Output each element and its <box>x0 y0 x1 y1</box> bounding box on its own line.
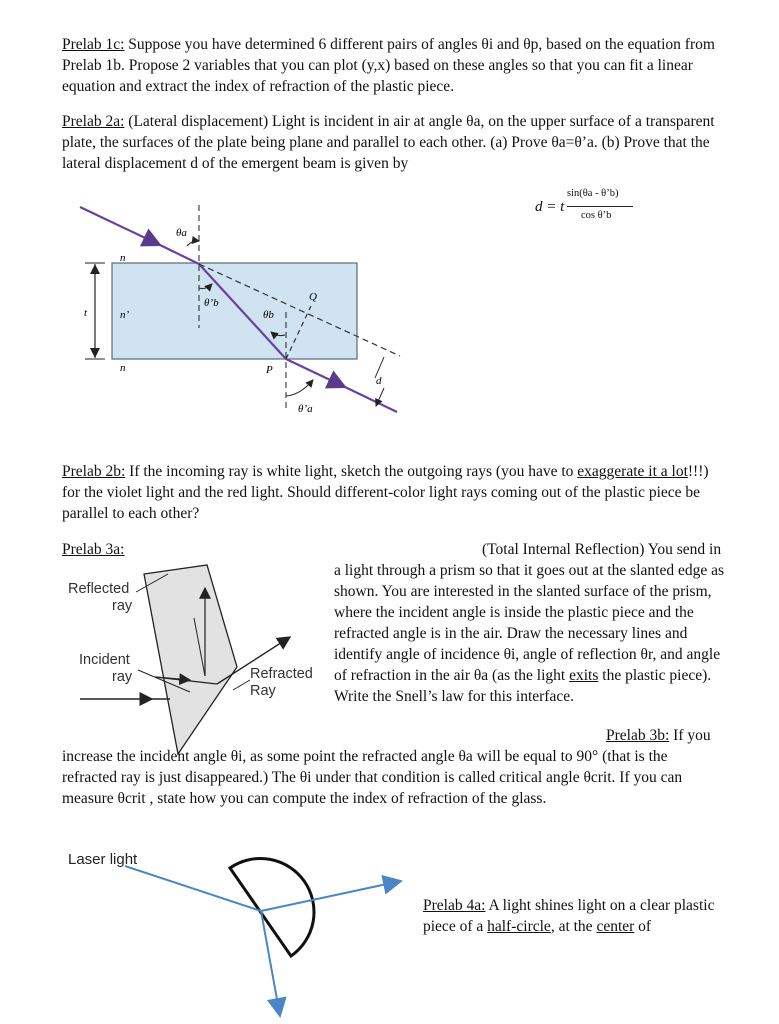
n-mid-label: n’ <box>120 309 130 321</box>
n-top-label: n <box>120 252 126 264</box>
t-label: t <box>84 307 88 319</box>
prelab-4a-text-mid: , at the <box>550 918 593 935</box>
n-bot-label: n <box>120 362 126 374</box>
prelab-2a-text: (Lateral displacement) Light is incident in air at angle θa, on the upper surface of a transparent plate, the surfaces of the plate being plane and parallel to each other. (a) Prove θa=θ’a. (b) Prove that the lateral displacement d of the emergent beam is given by <box>62 113 715 172</box>
prelab-2b-text-after: !!!) for the violet light and the red light. Should different-color light rays coming out of the plastic piece be parallel to each other? <box>62 463 709 522</box>
formula-numerator: sin(θa - θ’b) <box>567 188 619 199</box>
point-p-label: P <box>266 364 273 376</box>
prelab-3a-label: Prelab 3a: <box>62 541 125 558</box>
theta-b-label: θb <box>263 309 274 321</box>
laser-light-label: Laser light <box>68 851 138 868</box>
prelab-3a-exits: exits <box>569 667 599 684</box>
half-circle-piece <box>230 858 314 956</box>
prelab-3a-text-2: the plastic piece). Write the Snell’s law for this interface. <box>334 667 712 705</box>
d-label: d <box>376 375 382 387</box>
refracted-label-1: Refracted <box>250 666 313 682</box>
prelab-2b-emphasis: exaggerate it a lot <box>577 463 688 480</box>
refracted-label-2: Ray <box>250 683 276 699</box>
prelab-2b-text-before: If the incoming ray is white light, sketch the outgoing rays (you have to <box>129 463 574 480</box>
point-q-label: Q <box>309 291 317 303</box>
reflected-label-1: Reflected <box>68 581 130 597</box>
prelab-3b-label: Prelab 3b: <box>606 727 670 744</box>
theta-a-prime-label: θ’a <box>298 403 313 415</box>
formula-denominator: cos θ’b <box>581 210 612 221</box>
formula-lhs: d = t <box>535 199 565 215</box>
prelab-3a-text-1: (Total Internal Reflection) You send in a light through a prism so that it goes out at the slanted edge as shown. You are interested in the slanted surface of the prism, where the incident angle is inside the plastic piece and the refracted angle is in the air. Draw the necessary lines and identify angle of incidence θi, angle of reflection θr, and angle of refraction in the air θa (as the light <box>334 541 725 684</box>
prelab-4a-paragraph <box>423 895 723 937</box>
theta-a-label: θa <box>176 227 187 239</box>
prelab-2a-label: Prelab 2a: <box>62 113 125 130</box>
prelab-1c-label: Prelab 1c: <box>62 36 125 53</box>
prelab-1c-text: Suppose you have determined 6 different pairs of angles θi and θp, based on the equation from Prelab 1b. Propose 2 variables that you can plot (y,x) based on these angles so that you can fit a linear equation and extract the index of refraction of the plastic piece. <box>62 36 715 95</box>
prelab-3b-text: If you increase the incident angle θi, as some point the refracted angle θa will be equal to 90° (that is the refracted ray is just disappeared.) The θi under that condition is called critical angle θcrit. If you can measure θcrit , state how you can compute the index of refraction of the glass. <box>62 727 711 807</box>
prelab-4a-half-circle: half-circle <box>487 918 551 935</box>
prelab-4a-text-before: A light shines light on a clear plastic piece of a <box>423 897 715 935</box>
theta-b-prime-label: θ’b <box>204 297 219 309</box>
prelab-4a-text-after: of <box>638 918 652 935</box>
prelab-4a-label: Prelab 4a: <box>423 897 486 914</box>
incident-label-1: Incident <box>79 652 130 668</box>
prelab-2b-label: Prelab 2b: <box>62 463 126 480</box>
prelab-4a-center: center <box>596 918 635 935</box>
reflected-label-2: ray <box>112 598 133 614</box>
incident-label-2: ray <box>112 669 133 685</box>
